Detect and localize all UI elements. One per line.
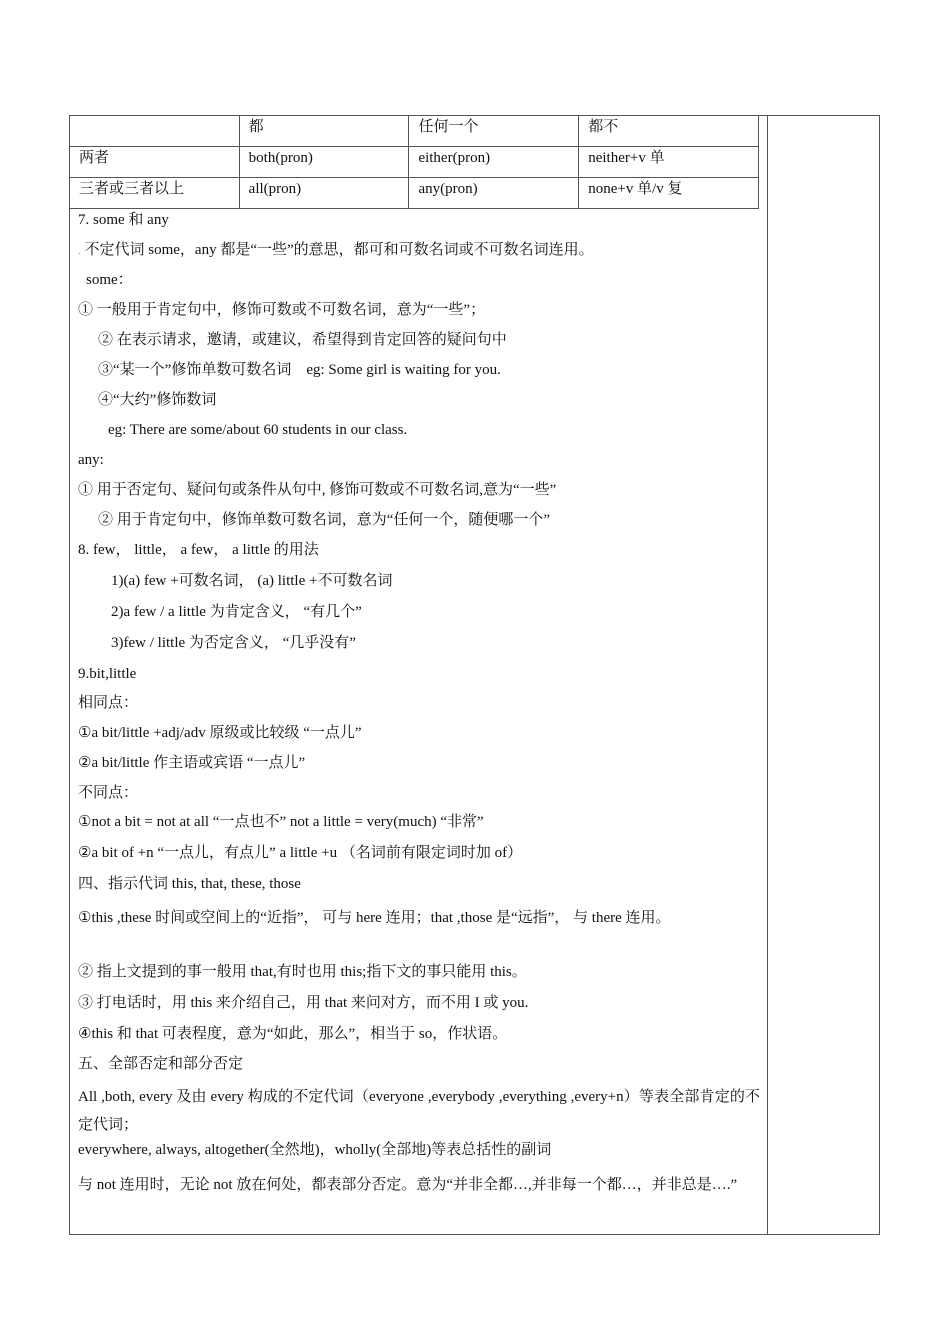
text-line: ①a bit/little +adj/adv 原级或比较级 “一点儿” (78, 725, 362, 741)
table-cell (70, 116, 240, 147)
text-line: 1)(a) few +可数名词， (a) little +不可数名词 (111, 573, 393, 589)
bullet-marker-icon: . (78, 245, 81, 257)
text-line (78, 240, 760, 270)
comparison-table (69, 115, 759, 209)
text-line: 3)few / little 为否定含义， “几乎没有” (111, 635, 356, 651)
table-cell: 都不 (579, 116, 759, 147)
text-line: eg: There are some/about 60 students in our class. (108, 422, 408, 438)
text-line: ④“大约”修饰数词 (98, 392, 217, 408)
table-cell: 任何一个 (409, 116, 579, 147)
section-heading: 8. few， little， a few， a little 的用法 (78, 542, 319, 558)
table-cell: both(pron) (239, 147, 409, 178)
section-heading: 7. some 和 any (78, 212, 169, 228)
text-paragraph: 与 not 连用时，无论 not 放在何处，都表部分否定。意为“并非全都…,并非每一个都…，并非总是….” (78, 1177, 738, 1193)
table-cell: 三者或三者以上 (70, 178, 240, 209)
text-line: ③ 打电话时，用 this 来介绍自己，用 that 来问对方，而不用 I 或 you. (78, 995, 529, 1011)
table-row (70, 147, 759, 178)
table-cell: 都 (239, 116, 409, 147)
section-heading: 五、全部否定和部分否定 (78, 1056, 244, 1072)
text-span: 不定代词 some，any 都是“一些”的意思，都可和可数名词或不可数名词连用。 (84, 242, 594, 258)
text-paragraph: All ,both, every 及由 every 构成的不定代词（everyone ,everybody ,everything ,every+n）等表全部肯定的不定代词； (78, 1089, 760, 1133)
table-cell: 两者 (70, 147, 240, 178)
notes-body (78, 210, 760, 1228)
section-heading: 四、指示代词 this, that, these, those (78, 876, 301, 892)
text-line: ④this 和 that 可表程度，意为“如此，那么”，相当于 so，作状语。 (78, 1026, 508, 1042)
table-row (70, 116, 759, 147)
text-line: 2)a few / a little 为肯定含义， “有几个” (111, 604, 362, 620)
text-line: ②a bit/little 作主语或宾语 “一点儿” (78, 755, 306, 771)
text-line: some： (86, 272, 133, 288)
text-line: ① 一般用于肯定句中，修饰可数或不可数名词，意为“一些”； (78, 302, 486, 318)
text-line: ③“某一个”修饰单数可数名词 eg: Some girl is waiting for you. (98, 362, 501, 378)
text-line: 不同点： (78, 785, 139, 801)
right-column-divider (767, 115, 768, 1235)
text-line: everywhere, always, altogether(全然地)，wholly(全部地)等表总括性的副词 (78, 1142, 552, 1158)
table-cell: either(pron) (409, 147, 579, 178)
text-paragraph: ①this ,these 时间或空间上的“近指”， 可与 here 连用；that ,those 是“远指”， 与 there 连用。 (78, 910, 671, 926)
table-cell: none+v 单/v 复 (579, 178, 759, 209)
text-line: any: (78, 452, 104, 468)
table-cell: neither+v 单 (579, 147, 759, 178)
text-line: ② 在表示请求，邀请，或建议，希望得到肯定回答的疑问句中 (98, 332, 507, 348)
table-cell: any(pron) (409, 178, 579, 209)
table-cell: all(pron) (239, 178, 409, 209)
text-line: ② 指上文提到的事一般用 that,有时也用 this;指下文的事只能用 this。 (78, 964, 527, 980)
text-line: ② 用于肯定句中，修饰单数可数名词，意为“任何一个，随便哪一个” (98, 512, 551, 528)
section-heading: 9.bit,little (78, 666, 137, 682)
text-line: ①not a bit = not at all “一点也不” not a little = very(much) “非常” (78, 814, 484, 830)
text-line: ① 用于否定句、疑问句或条件从句中, 修饰可数或不可数名词,意为“一些” (78, 482, 557, 498)
table-row (70, 178, 759, 209)
text-line: 相同点： (78, 695, 139, 711)
text-line: ②a bit of +n “一点儿，有点儿” a little +u （名词前有限定词时加 of） (78, 845, 523, 861)
